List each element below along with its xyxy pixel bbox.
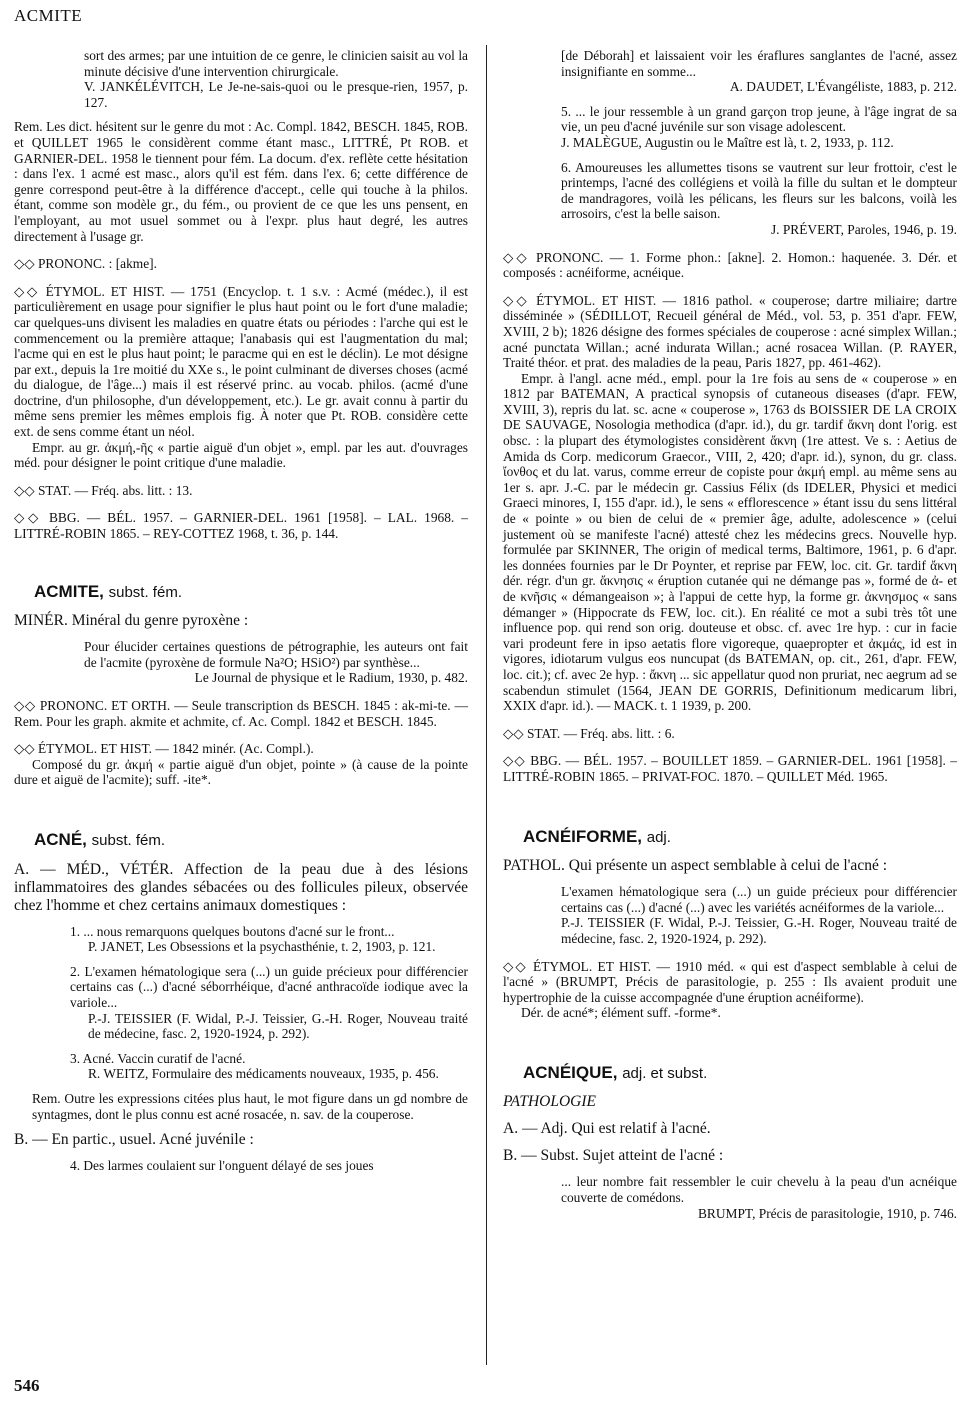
etymology-continued: Empr. au gr. ἀκμή,-ῆς « partie aiguë d'un objet », empl. par les aut. d'ouvrages méd. pour désigner le point critique d'une maladie. (14, 439, 468, 471)
acneiforme-quote-source: P.-J. TEISSIER (F. Widal, P.-J. Teissier, G.-H. Roger, Nouveau traité de médecine, fasc. 2, 1920-1924, p. 292). (561, 915, 957, 946)
column-rule (486, 45, 487, 1365)
example-2-source: P.-J. TEISSIER (F. Widal, P.-J. Teissier, G.-H. Roger, Nouveau traité de médecine, fasc. 2, 1920-1924, p. 292). (88, 1010, 468, 1042)
example-6-source: J. PRÉVERT, Paroles, 1946, p. 19. (770, 221, 957, 237)
headword-acmite-word: ACMITE, (34, 581, 104, 601)
bbg-section: ◇◇ BBG. — BÉL. 1957. – GARNIER-DEL. 1961 [1958]. – LAL. 1968. – LITTRÉ-ROBIN 1865. – REY-COTTEZ 1968, t. 36, p. 144. (14, 510, 468, 542)
acne-sense-b: B. — En partic., usuel. Acné juvénile : (14, 1131, 254, 1149)
example-4-continued: [de Déborah] et laissaient voir les éraflures sanglantes de l'acné, assez insignifiante en somme... (561, 48, 957, 79)
headword-acneiforme (523, 826, 957, 846)
acne-bbg: ◇◇ BBG. — BÉL. 1957. – BOUILLET 1859. – GARNIER-DEL. 1961 [1958]. – LITTRÉ-ROBIN 1865. – PRIVAT-FOC. 1870. – QUILLET Méd. 1965. (503, 753, 957, 784)
example-3-source: R. WEITZ, Formulaire des médicaments nouveaux, 1935, p. 456. (88, 1066, 439, 1082)
acmite-etymology: ◇◇ ÉTYMOL. ET HIST. — 1842 minér. (Ac. Compl.). (14, 741, 314, 757)
headword-acmite (34, 581, 468, 601)
headword-acne-gram: subst. fém. (91, 831, 165, 849)
page-number: 546 (14, 1376, 40, 1395)
headword-acneique (523, 1062, 957, 1082)
prononc-section: ◇◇ PRONONC. : [akme]. (14, 256, 157, 272)
example-5-source: J. MALÈGUE, Augustin ou le Maître est là, t. 2, 1933, p. 112. (561, 134, 894, 150)
acmite-prononc: ◇◇ PRONONC. ET ORTH. — Seule transcription ds BESCH. 1845 : ak-mi-te. — Rem. Pour les graph. akmite et achmite, cf. Ac. Compl. 1842 et BESCH. 1845. (14, 698, 468, 729)
acneiforme-derivation: Dér. de acné*; élément suff. -forme*. (521, 1005, 721, 1021)
quote-p1: sort des armes; par une intuition de ce genre, le clinicien saisit au vol la minute décisive d'une intervention chirurgicale. (84, 48, 468, 79)
example-1-source: P. JANET, Les Obsessions et la psychasthénie, t. 2, 1903, p. 121. (88, 939, 436, 955)
acmite-definition: MINÉR. Minéral du genre pyroxène : (14, 612, 249, 630)
example-4: 4. Des larmes coulaient sur l'onguent délayé de ses joues (70, 1158, 374, 1174)
acmite-quote-source: Le Journal de physique et le Radium, 1930, p. 482. (194, 670, 468, 686)
acmite-quote: Pour élucider certaines questions de pétrographie, les auteurs ont fait de l'acmite (pyroxène de formule Na²O; HSiO²) par synthèse... (84, 639, 468, 670)
headword-acne (34, 829, 468, 849)
acneiforme-etymology: ◇◇ ÉTYMOL. ET HIST. — 1910 méd. « qui est d'aspect semblable à celui de l'acné » (BRUMPT, Précis de parasitologie, p. 255 : Ils avaient produit une hypertrophie de la cuisse accompagnée d'une éruption acnéiforme). (503, 958, 957, 1005)
left-column (14, 48, 468, 1174)
stat-section: ◇◇ STAT. — Fréq. abs. litt. : 13. (14, 482, 193, 498)
acne-stat: ◇◇ STAT. — Fréq. abs. litt. : 6. (503, 725, 675, 741)
headword-acneique-gram: adj. et subst. (622, 1064, 708, 1082)
quote-p1-source: V. JANKÉLÉVITCH, Le Je-ne-sais-quoi ou le presque-rien, 1957, p. 127. (84, 79, 468, 110)
acne-etymology-continued: Empr. à l'angl. acne méd., empl. pour la 1re fois au sens de « couperose » en 1812 par BATEMAN, A practical synopsis of cutaneous diseases (d'apr. FEW, XVIII, 3), repris du lat. sc. acne « couperose », 1763 ds BOISSIER DE LA CROIX DE SAUVAGE, Nosologia methodica (d'apr. id.), du gr. tardif ἄκνη dont l'orig. est obsc. : la plupart des étymologistes considèrent ἄκνη (1re attest. Ve s. : Aetius de Amida ds Corp. medicorum Graecor., VIII, 2, 420; d'apr. id.), synon, du gr. class. ἴονθος et du lat. varus, comme erreur de copiste pour ἀκμή empl. au même sens au 1er s. apr. J.-C. par le médecin gr. Cassius Félix (ds IDELER, Physici et medici Graeci minores, I, 155 d'apr. id.), le sens « efflorescence » étant issu du sens littéral de « pointe » ou bien de celui de « premier âge, adulte, adolescence » (celui justement où se manifeste l'acné) attesté chez les médecins grecs. Nouvelle hyp. formulée par SKINNER, The origin of medical terms, Baltimore, 1961, p. 6 d'apr. les données fournies par le Dr Poynter, et reprise par FEW, loc. cit. Gr. tardif ἄκνη dér. régr. d'un gr. ἄκνησις « éruption cutanée qui ne démange pas », formé de ἀ- et de κνῆσις « démangeaison »; à l'appui de cette hyp, la forme gr. ἀκνησμος « sans démanger » (Hippocrate ds FEW, loc. cit.). En réalité ce mot a subi très tôt une influence pop. qui rend son orig. douteuse et obsc. cf. avec 1re hyp. : cur in facie vari prodeunt fere in ipso aetatis flore vigoreque, quaepropter et ἀκμάς, id est in vigores, idiotarum vulgus eos nuncupat (ds BATEMAN, op. cit., 261, d'apr. FEW, loc. cit.); cf. avec 2e hyp. : ἄκνη ... sic appellatur quod non pruriat, nec aegrum ad se scabendun stimulet (1564, JEAN DE GORRIS, Definitionum medicarum libri, XXIX d'apr. id.). — MACK. t. 1 1939, p. 200. (503, 370, 957, 714)
example-2: 2. L'examen hématologique sera (...) un guide précieux pour différencier certains cas (...) d'acné séborrhéique, d'acné anthracoïde iodique avec la variole... (70, 963, 468, 1010)
acneiforme-definition: PATHOL. Qui présente un aspect semblable à celui de l'acné : (503, 857, 888, 875)
acneique-quote-source: BRUMPT, Précis de parasitologie, 1910, p. 746. (698, 1205, 957, 1221)
running-head: ACMITE (14, 6, 83, 25)
acneiforme-quote: L'examen hématologique sera (...) un guide précieux pour différencier certains cas (...) d'acné (...) avec les variétés acnéiformes de la variole... (561, 884, 957, 915)
headword-acmite-gram: subst. fém. (108, 583, 182, 601)
acne-rem: Rem. Outre les expressions citées plus haut, le mot figure dans un gd nombre de syntagmes, dont le plus connu est acné rosacée, n. sav. de la couperose. (32, 1090, 468, 1122)
example-1: 1. ... nous remarquons quelques boutons d'acné sur le front... (70, 923, 395, 939)
acne-sense-a: A. — MÉD., VÉTÉR. Affection de la peau due à des lésions inflammatoires des glandes sébacées ou des follicules pileux, observée chez l'homme et chez certains animaux domestiques : (14, 860, 468, 914)
right-column (503, 48, 957, 1221)
headword-acne-word: ACNÉ, (34, 829, 87, 849)
acneique-sense-b: B. — Subst. Sujet atteint de l'acné : (503, 1147, 724, 1165)
headword-acneiforme-gram: adj. (646, 828, 671, 846)
example-6: 6. Amoureuses les allumettes tisons se vautrent sur leur frottoir, c'est le printemps, l'acné des collégiens et voilà la fille du sultan et le dompteur de mandragores, voilà les pélicans, les fleurs sur les balcons, voilà les arrosoirs, c'est la belle saison. (561, 159, 957, 222)
acneique-quote: ... leur nombre fait ressembler le cuir chevelu à la peau d'un acnéique couverte de comédons. (561, 1174, 957, 1206)
acne-prononc: ◇◇ PRONONC. — 1. Forme phon.: [akne]. 2. Homon.: haquenée. 3. Dér. et composés : acnéiforme, acnéique. (503, 249, 957, 281)
headword-acneique-word: ACNÉIQUE, (523, 1062, 618, 1082)
example-4-source: A. DAUDET, L'Évangéliste, 1883, p. 212. (729, 79, 957, 95)
headword-acneiforme-word: ACNÉIFORME, (523, 826, 642, 846)
acne-etymology: ◇◇ ÉTYMOL. ET HIST. — 1816 pathol. « couperose; dartre miliaire; dartre disséminée » (SÉDILLOT, Recueil général de Méd., vol. 53, p. 351 d'apr. FEW, XVIII, 2 b); 1826 désigne des formes spéciales de couperose : acné simplex Willan.; acné punctata Willan.; acné indurata Willan.; acné rosacea Willan. (P. RAYER, Traité théor. et prat. des maladies de la peau, Paris 1827, pp. 461-462). (503, 292, 957, 371)
example-3: 3. Acné. Vaccin curatif de l'acné. (70, 1050, 246, 1066)
acneique-sense-a: A. — Adj. Qui est relatif à l'acné. (503, 1120, 711, 1138)
rem-note: Rem. Les dict. hésitent sur le genre du mot : Ac. Compl. 1842, BESCH. 1845, ROB. et QUILLET 1965 le considèrent comme étant masc., LITTRÉ, Pt ROB. et GARNIER-DEL. 1958 le tiennent pour fém. La docum. d'ex. reflète cette hésitation : dans l'ex. 1 acmé est masc., alors qu'il est fém. dans l'ex. 6; cette différence de genre correspond peut-être à la différence d'accept., celle qui touche à la philos. étant, comme son modèle gr., du fém., ou provient de ce que les uns pensent, en l'employant, au mot usuel sommet ou à l'expr. plus haut degré, les autres directement à l'usage gr. (14, 119, 468, 244)
acmite-etymology-continued: Composé du gr. ἀκμή « partie aiguë d'un objet, pointe » (à cause de la pointe dure et aiguë de l'acmite); suff. -ite*. (14, 756, 468, 788)
example-5: 5. ... le jour ressemble à un grand garçon trop jeune, à l'âge ingrat de sa vie, un peu d'acné juvénile sur son visage adolescent. (561, 103, 957, 135)
etymology-section: ◇◇ ÉTYMOL. ET HIST. — 1751 (Encyclop. t. 1 s.v. : Acmé (médec.), il est particulièrement en usage pour signifier le plus haut point ou le fort d'une maladie; car quelques-uns divisent les maladies en quatre états ou périodes : l'arche qui est le commencement ou la première attaque; l'anabasis qui est l'augmentation du mal; l'acme qui en est le plus haut point; le paracme qui en est le déclin). Le mot désigne par ext., depuis la 1re moitié du XXe s., le point culminant de diverses choses (acmé du dialogue, de l'âge...) mais il est réservé princ. au vocab. philos. (acmé d'une doctrine, d'un philosophe, d'un développement, etc.). Le gr. avait connu à partir du même sens premier les mêmes emplois fig. À noter que Pt. ROB. considère cette ext. de sens comme étant un néol. (14, 283, 468, 440)
acneique-domain: PATHOLOGIE (503, 1093, 597, 1111)
